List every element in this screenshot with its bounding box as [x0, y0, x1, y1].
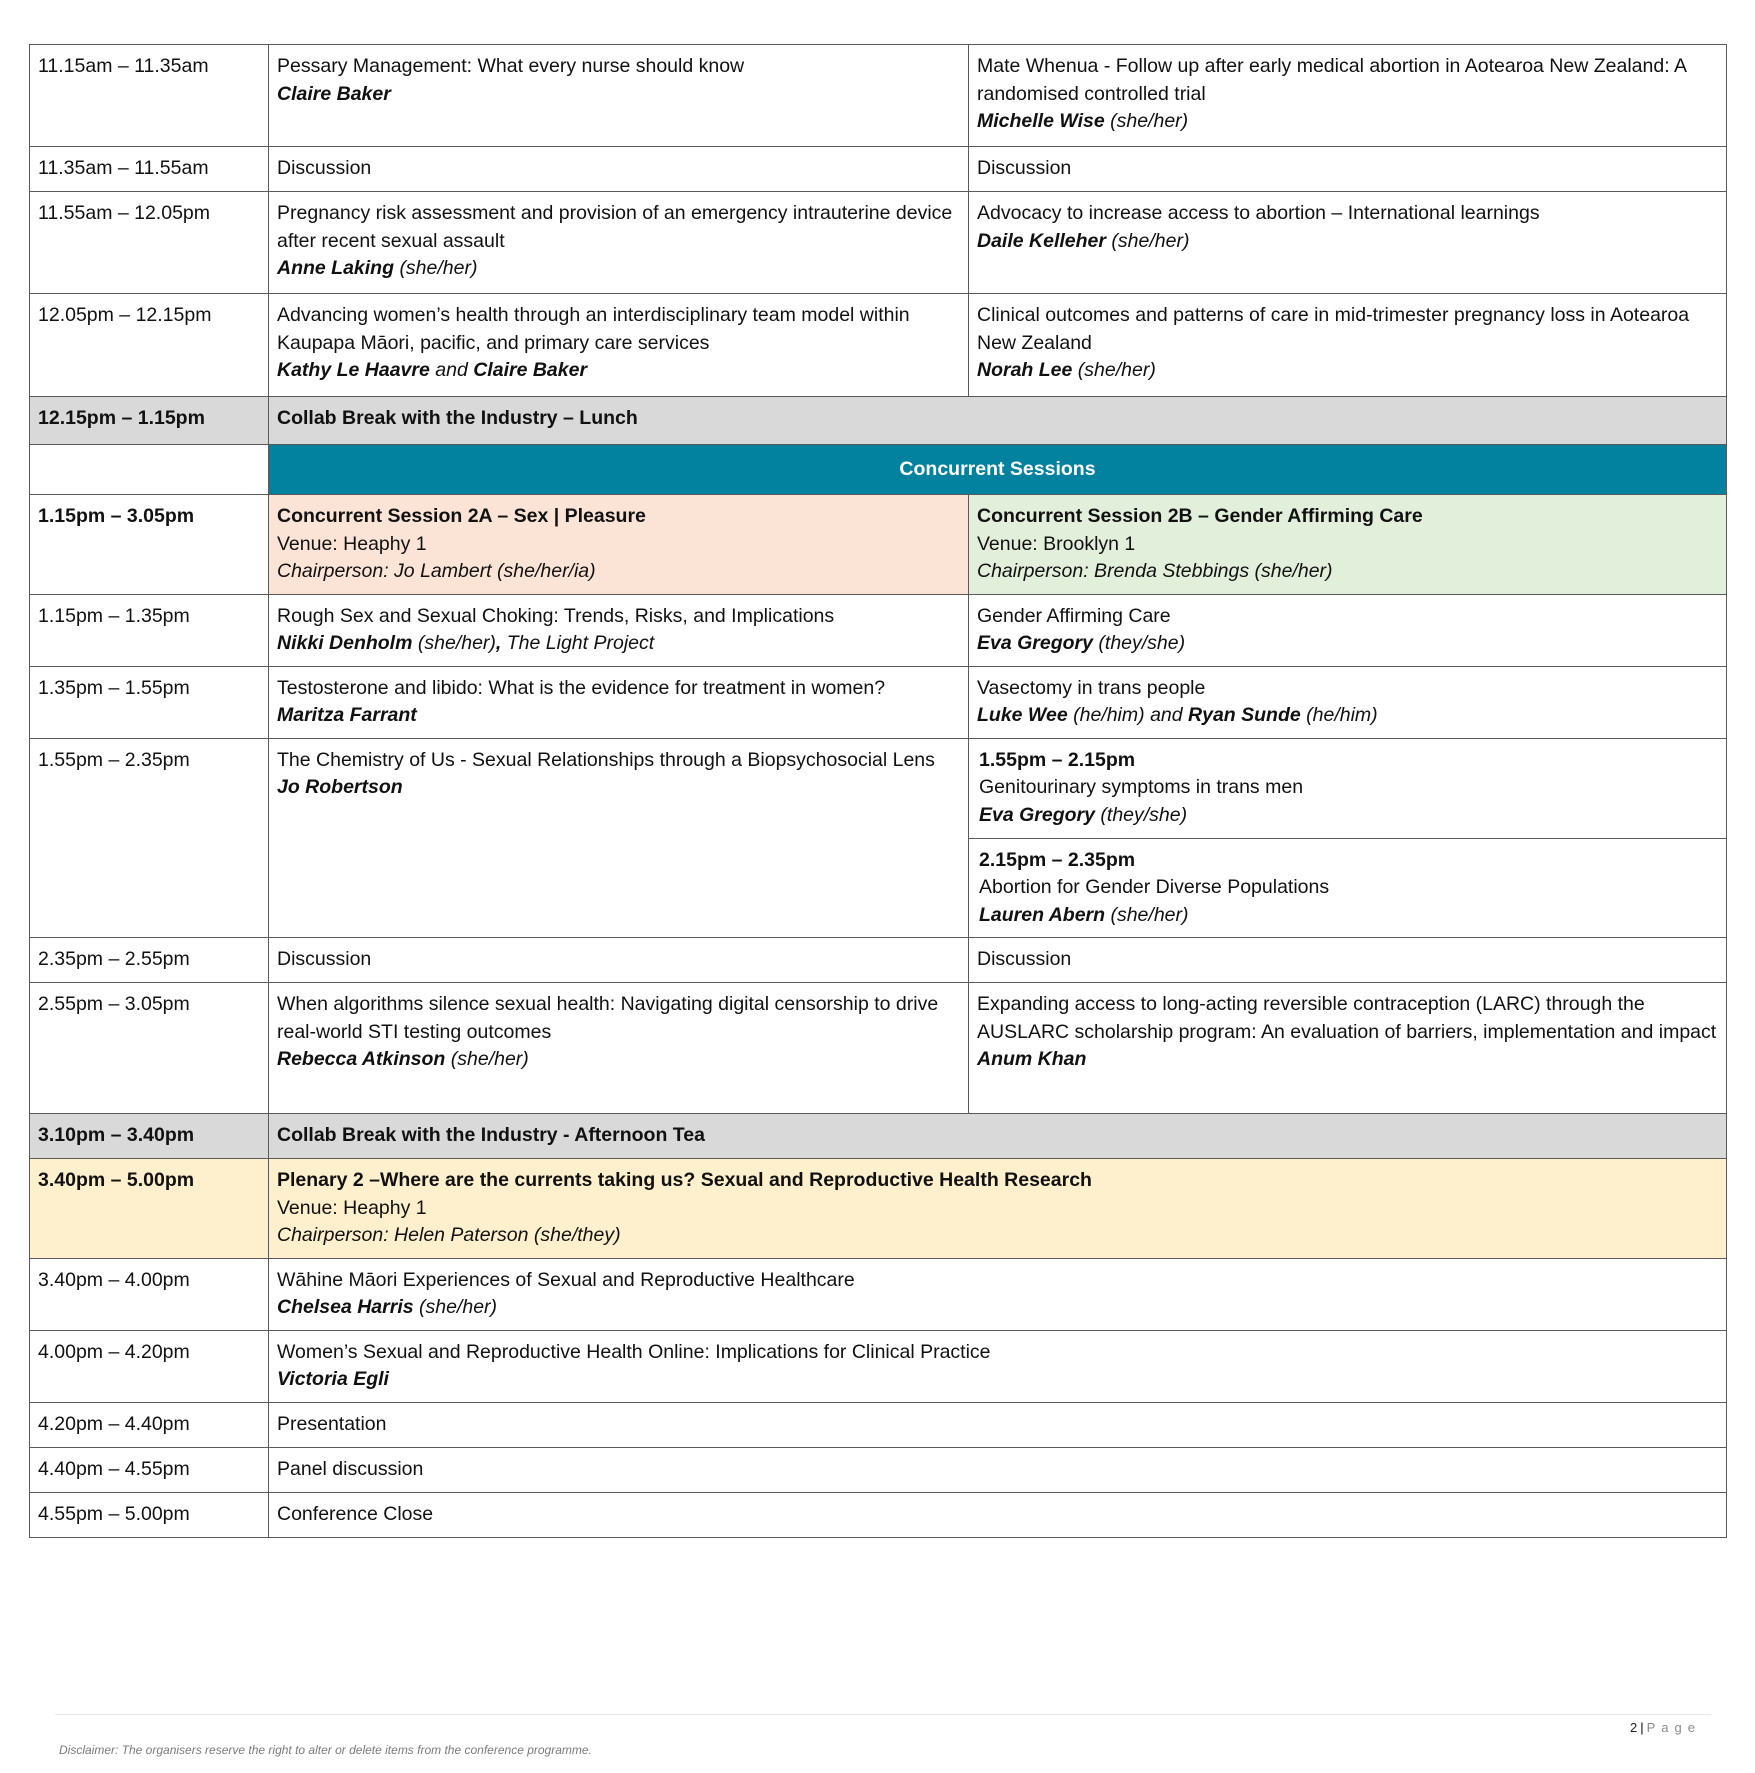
plenary-venue: Venue: Heaphy 1 [277, 1196, 427, 1219]
speaker-pronouns: (she/her) [399, 257, 478, 279]
session-title: Concurrent Session 2A – Sex | Pleasure [277, 505, 646, 527]
time-cell [30, 1447, 269, 1492]
table-row [30, 1330, 1727, 1402]
table-row [30, 666, 1727, 738]
plenary-talk-cell [269, 1330, 1727, 1402]
speaker-name: Claire Baker [473, 359, 588, 381]
table-row [30, 738, 1727, 938]
talk-title: Discussion [977, 157, 1072, 179]
table-row [30, 1402, 1727, 1447]
time-cell [30, 147, 269, 192]
concurrent-sessions-header-row [30, 445, 1727, 495]
speaker-name: Kathy Le Haavre [277, 359, 430, 381]
table-row [30, 594, 1727, 666]
section-heading: Concurrent Sessions [899, 457, 1096, 480]
table-row [30, 983, 1727, 1114]
plenary-talk-cell [269, 1402, 1727, 1447]
time-cell [30, 983, 269, 1114]
table-row [30, 938, 1727, 983]
time-cell [30, 738, 269, 938]
speaker-name: Lauren Abern [979, 903, 1106, 926]
talk-title: Discussion [277, 948, 372, 970]
time-label: 3.40pm – 5.00pm [38, 1169, 195, 1191]
session-2a-header [269, 495, 969, 595]
table-row [30, 1492, 1727, 1537]
time-label: 4.00pm – 4.20pm [38, 1340, 190, 1363]
sub-talk-time: 1.55pm – 2.15pm [979, 748, 1136, 771]
session-cell-b [969, 666, 1727, 738]
page-number [1630, 1720, 1701, 1735]
speaker-joiner: and [435, 359, 468, 381]
time-label: 3.40pm – 4.00pm [38, 1268, 190, 1291]
session-cell-b [969, 45, 1727, 147]
time-label: 11.55am – 12.05pm [38, 202, 211, 224]
plenary-header-row [30, 1159, 1727, 1259]
time-label: 4.20pm – 4.40pm [38, 1412, 190, 1435]
plenary-chair: Chairperson: Helen Paterson (she/they) [277, 1224, 621, 1246]
plenary-header [269, 1159, 1727, 1259]
plenary-title: Plenary 2 –Where are the currents taking us? Sexual and Reproductive Health Research [277, 1169, 1092, 1191]
speaker-pronouns: (she/her) [450, 1048, 529, 1070]
session-cell-a [269, 45, 969, 147]
speaker-comma: , [495, 632, 502, 654]
talk-title: Abortion for Gender Diverse Populations [979, 876, 1330, 898]
speaker-name: Victoria Egli [277, 1368, 389, 1390]
talk-title: Discussion [977, 948, 1072, 970]
empty-time-cell [30, 445, 269, 495]
time-label: 2.55pm – 3.05pm [38, 993, 190, 1015]
speaker-name: Ryan Sunde [1188, 704, 1301, 726]
talk-title: Expanding access to long-acting reversible contraception (LARC) through the AUSLARC scholarship program: An evaluation of barriers, implementation and impact [977, 993, 1717, 1043]
time-cell [30, 397, 269, 445]
talk-title: Pregnancy risk assessment and provision of an emergency intrauterine device after recent sexual assault [277, 202, 953, 252]
talk-title: Panel discussion [277, 1457, 424, 1480]
speaker-name: Anum Khan [977, 1048, 1087, 1070]
talk-title: Conference Close [277, 1502, 434, 1525]
afternoon-tea-break-row [30, 1114, 1727, 1159]
speaker-name: Norah Lee [977, 359, 1073, 381]
programme-table [29, 44, 1727, 1538]
time-cell [30, 1330, 269, 1402]
table-row [30, 147, 1727, 192]
table-row [30, 45, 1727, 147]
table-row [30, 1447, 1727, 1492]
lunch-break-row [30, 397, 1727, 445]
speaker-name: Jo Robertson [277, 776, 403, 798]
speaker-pronouns: (she/her) [1077, 359, 1156, 381]
talk-title: Advancing women’s health through an interdisciplinary team model within Kaupapa Māori, pacific, and primary care services [277, 304, 910, 354]
time-label: 4.55pm – 5.00pm [38, 1502, 190, 1525]
concurrent-sessions-header [269, 445, 1727, 495]
time-label: 4.40pm – 4.55pm [38, 1457, 190, 1480]
table-row [30, 1258, 1727, 1330]
plenary-talk-cell [269, 1258, 1727, 1330]
disclaimer: Disclaimer: The organisers reserve the right to alter or delete items from the conference programme. [59, 1743, 592, 1757]
session-cell-a [269, 938, 969, 983]
plenary-talk-cell [269, 1492, 1727, 1537]
time-label: 12.15pm – 1.15pm [38, 407, 205, 429]
time-cell [30, 192, 269, 294]
talk-title: Vasectomy in trans people [977, 676, 1206, 699]
speaker-pronouns: (he/him) [1306, 704, 1378, 726]
plenary-talk-cell [269, 1447, 1727, 1492]
session-cell-b [969, 594, 1727, 666]
session-cell-b [969, 192, 1727, 294]
time-cell [30, 594, 269, 666]
time-label: 1.15pm – 1.35pm [38, 604, 190, 627]
talk-title: When algorithms silence sexual health: Navigating digital censorship to drive real-world STI testing outcomes [277, 993, 939, 1043]
talk-title: Discussion [277, 157, 372, 179]
time-label: 11.15am – 11.35am [38, 55, 209, 77]
speaker-pronouns: (he/him) [1073, 704, 1145, 726]
time-label: 11.35am – 11.55am [38, 157, 209, 179]
session-cell-a [269, 147, 969, 192]
talk-title: Gender Affirming Care [977, 604, 1171, 627]
speaker-name: Daile Kelleher [977, 229, 1106, 252]
speaker-name: Eva Gregory [977, 632, 1093, 654]
speaker-organisation: The Light Project [506, 632, 655, 654]
speaker-name: Eva Gregory [979, 803, 1095, 826]
time-cell [30, 666, 269, 738]
talk-title: Advocacy to increase access to abortion – International learnings [977, 202, 1540, 224]
speaker-pronouns: (she/her) [1110, 903, 1189, 926]
session-venue: Venue: Brooklyn 1 [977, 532, 1136, 555]
talk-title: Presentation [277, 1412, 387, 1435]
time-cell [30, 1492, 269, 1537]
speaker-name: Nikki Denholm [277, 632, 413, 654]
session-chair: Chairperson: Brenda Stebbings (she/her) [977, 560, 1333, 582]
talk-title: Women’s Sexual and Reproductive Health Online: Implications for Clinical Practice [277, 1340, 991, 1363]
time-label: 1.15pm – 3.05pm [38, 505, 195, 527]
session-cell-b [969, 294, 1727, 397]
time-label: 3.10pm – 3.40pm [38, 1124, 195, 1146]
speaker-pronouns: (they/she) [1098, 632, 1186, 654]
time-cell [30, 938, 269, 983]
talk-title: Wāhine Māori Experiences of Sexual and Reproductive Healthcare [277, 1268, 855, 1291]
time-label: 12.05pm – 12.15pm [38, 304, 212, 326]
talk-title: Rough Sex and Sexual Choking: Trends, Risks, and Implications [277, 604, 835, 627]
break-label: Collab Break with the Industry – Lunch [277, 407, 638, 429]
session-cell-a [269, 192, 969, 294]
talk-title: The Chemistry of Us - Sexual Relationships through a Biopsychosocial Lens [277, 748, 935, 771]
talk-title: Mate Whenua - Follow up after early medical abortion in Aotearoa New Zealand: A randomised controlled trial [977, 55, 1686, 105]
break-label: Collab Break with the Industry - Afternoon Tea [277, 1124, 705, 1146]
speaker-name: Michelle Wise [977, 110, 1105, 132]
session-cell-a [269, 666, 969, 738]
page-number-separator: | [1640, 1720, 1644, 1735]
speaker-name: Anne Laking [277, 257, 395, 279]
session-cell-a [269, 983, 969, 1114]
time-cell [30, 1114, 269, 1159]
sub-talk [969, 739, 1726, 838]
session-header-row [30, 495, 1727, 595]
table-row [30, 294, 1727, 397]
speaker-pronouns: (she/her) [419, 1296, 498, 1318]
speaker-name: Claire Baker [277, 82, 391, 105]
sub-talk-time: 2.15pm – 2.35pm [979, 848, 1136, 871]
speaker-pronouns: (she/her) [1111, 229, 1190, 252]
session-cell-b [969, 147, 1727, 192]
page-number-value: 2 [1630, 1720, 1638, 1735]
speaker-name: Chelsea Harris [277, 1296, 414, 1318]
session-title: Concurrent Session 2B – Gender Affirming Care [977, 505, 1423, 527]
table-row [30, 192, 1727, 294]
speaker-pronouns: (they/she) [1100, 803, 1188, 826]
sub-talk [969, 838, 1726, 938]
session-cell-b-nested [969, 738, 1727, 938]
break-label-cell [269, 397, 1727, 445]
session-cell-b [969, 983, 1727, 1114]
session-2b-header [969, 495, 1727, 595]
session-cell-a [269, 738, 969, 938]
talk-title: Testosterone and libido: What is the evidence for treatment in women? [277, 676, 886, 699]
session-cell-a [269, 294, 969, 397]
time-label: 1.55pm – 2.35pm [38, 748, 190, 771]
time-cell [30, 1159, 269, 1259]
time-label: 2.35pm – 2.55pm [38, 948, 190, 970]
speaker-name: Rebecca Atkinson [277, 1048, 446, 1070]
speaker-name: Luke Wee [977, 704, 1068, 726]
time-cell [30, 495, 269, 595]
time-cell [30, 1258, 269, 1330]
page-word: Page [1646, 1720, 1701, 1735]
speaker-joiner: and [1150, 704, 1183, 726]
session-cell-b [969, 938, 1727, 983]
speaker-pronouns: (she/her) [417, 632, 496, 654]
footer-divider [55, 1714, 1711, 1715]
speaker-name: Maritza Farrant [277, 704, 417, 726]
break-label-cell [269, 1114, 1727, 1159]
time-label: 1.35pm – 1.55pm [38, 676, 190, 699]
session-venue: Venue: Heaphy 1 [277, 532, 427, 555]
time-cell [30, 45, 269, 147]
talk-title: Pessary Management: What every nurse should know [277, 55, 745, 77]
speaker-pronouns: (she/her) [1110, 110, 1189, 132]
talk-title: Genitourinary symptoms in trans men [979, 776, 1304, 798]
session-cell-a [269, 594, 969, 666]
session-chair: Chairperson: Jo Lambert (she/her/ia) [277, 560, 596, 582]
talk-title: Clinical outcomes and patterns of care in mid-trimester pregnancy loss in Aotearoa New Zealand [977, 304, 1690, 354]
time-cell [30, 294, 269, 397]
time-cell [30, 1402, 269, 1447]
